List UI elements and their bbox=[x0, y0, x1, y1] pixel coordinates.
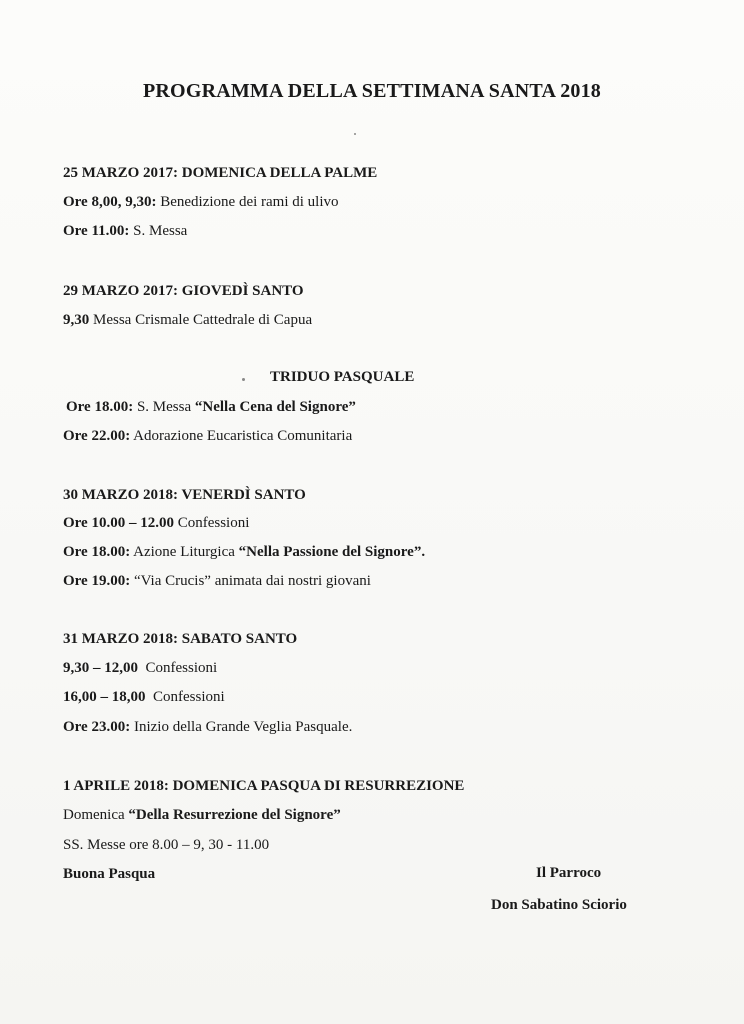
schedule-text: Domenica bbox=[63, 807, 129, 823]
schedule-time: Ore 18.00: bbox=[63, 544, 131, 560]
schedule-time: Ore 23.00: bbox=[63, 719, 131, 735]
schedule-text: “Via Crucis” animata dai nostri giovani bbox=[130, 573, 371, 589]
schedule-time: Ore 10.00 – 12.00 bbox=[63, 515, 174, 531]
schedule-bold-text: “Nella Passione del Signore”. bbox=[238, 544, 426, 560]
schedule-line bbox=[63, 543, 425, 561]
schedule-line bbox=[63, 718, 352, 736]
schedule-line bbox=[63, 222, 187, 240]
schedule-time: Ore 11.00: bbox=[63, 223, 130, 239]
schedule-line bbox=[63, 193, 339, 211]
schedule-line bbox=[63, 659, 217, 677]
schedule-text: Messa Crismale Cattedrale di Capua bbox=[89, 312, 313, 328]
schedule-time: 9,30 bbox=[63, 312, 90, 328]
schedule-bold-text: “Nella Cena del Signore” bbox=[194, 399, 356, 415]
schedule-time: Ore 19.00: bbox=[63, 573, 131, 589]
schedule-time: Ore 22.00: bbox=[63, 428, 131, 444]
schedule-text: Adorazione Eucaristica Comunitaria bbox=[130, 428, 353, 444]
section-heading-pasqua: 1 APRILE 2018: DOMENICA PASQUA DI RESURREZIONE bbox=[63, 778, 465, 794]
schedule-time: 9,30 – 12,00 bbox=[63, 660, 138, 676]
schedule-time: Ore 18.00: bbox=[66, 399, 134, 415]
schedule-text: Confessioni bbox=[145, 689, 225, 705]
section-heading-palme: 25 MARZO 2017: DOMENICA DELLA PALME bbox=[63, 165, 378, 181]
section-heading-giovedi: 29 MARZO 2017: GIOVEDÌ SANTO bbox=[63, 283, 304, 299]
schedule-text: Azione Liturgica bbox=[130, 544, 239, 560]
schedule-text: Inizio della Grande Veglia Pasquale. bbox=[130, 719, 353, 735]
schedule-line bbox=[63, 688, 225, 706]
schedule-line bbox=[63, 572, 371, 590]
page-title: PROGRAMMA DELLA SETTIMANA SANTA 2018 bbox=[143, 80, 601, 102]
schedule-line: SS. Messe ore 8.00 – 9, 30 - 11.00 bbox=[63, 837, 270, 853]
schedule-time: Ore 8,00, 9,30: bbox=[63, 194, 157, 210]
schedule-time: 16,00 – 18,00 bbox=[63, 689, 146, 705]
schedule-bold-text: “Della Resurrezione del Signore” bbox=[128, 807, 341, 823]
schedule-line bbox=[63, 514, 249, 532]
schedule-line bbox=[63, 311, 312, 329]
section-heading-venerdi: 30 MARZO 2018: VENERDÌ SANTO bbox=[63, 487, 306, 503]
scan-speck bbox=[242, 378, 245, 381]
signature-name: Don Sabatino Sciorio bbox=[491, 897, 627, 913]
schedule-line bbox=[63, 427, 352, 445]
schedule-text: Confessioni bbox=[138, 660, 218, 676]
signature-role: Il Parroco bbox=[536, 865, 602, 881]
schedule-line bbox=[66, 398, 356, 416]
schedule-text: Confessioni bbox=[173, 515, 250, 531]
schedule-text: Benedizione dei rami di ulivo bbox=[156, 194, 339, 210]
section-heading-sabato: 31 MARZO 2018: SABATO SANTO bbox=[63, 631, 298, 647]
schedule-text: S. Messa bbox=[133, 399, 195, 415]
schedule-line bbox=[63, 806, 341, 824]
scan-speck bbox=[354, 133, 356, 135]
schedule-text: S. Messa bbox=[129, 223, 188, 239]
section-heading-triduo: TRIDUO PASQUALE bbox=[270, 369, 415, 385]
greeting: Buona Pasqua bbox=[63, 866, 156, 882]
